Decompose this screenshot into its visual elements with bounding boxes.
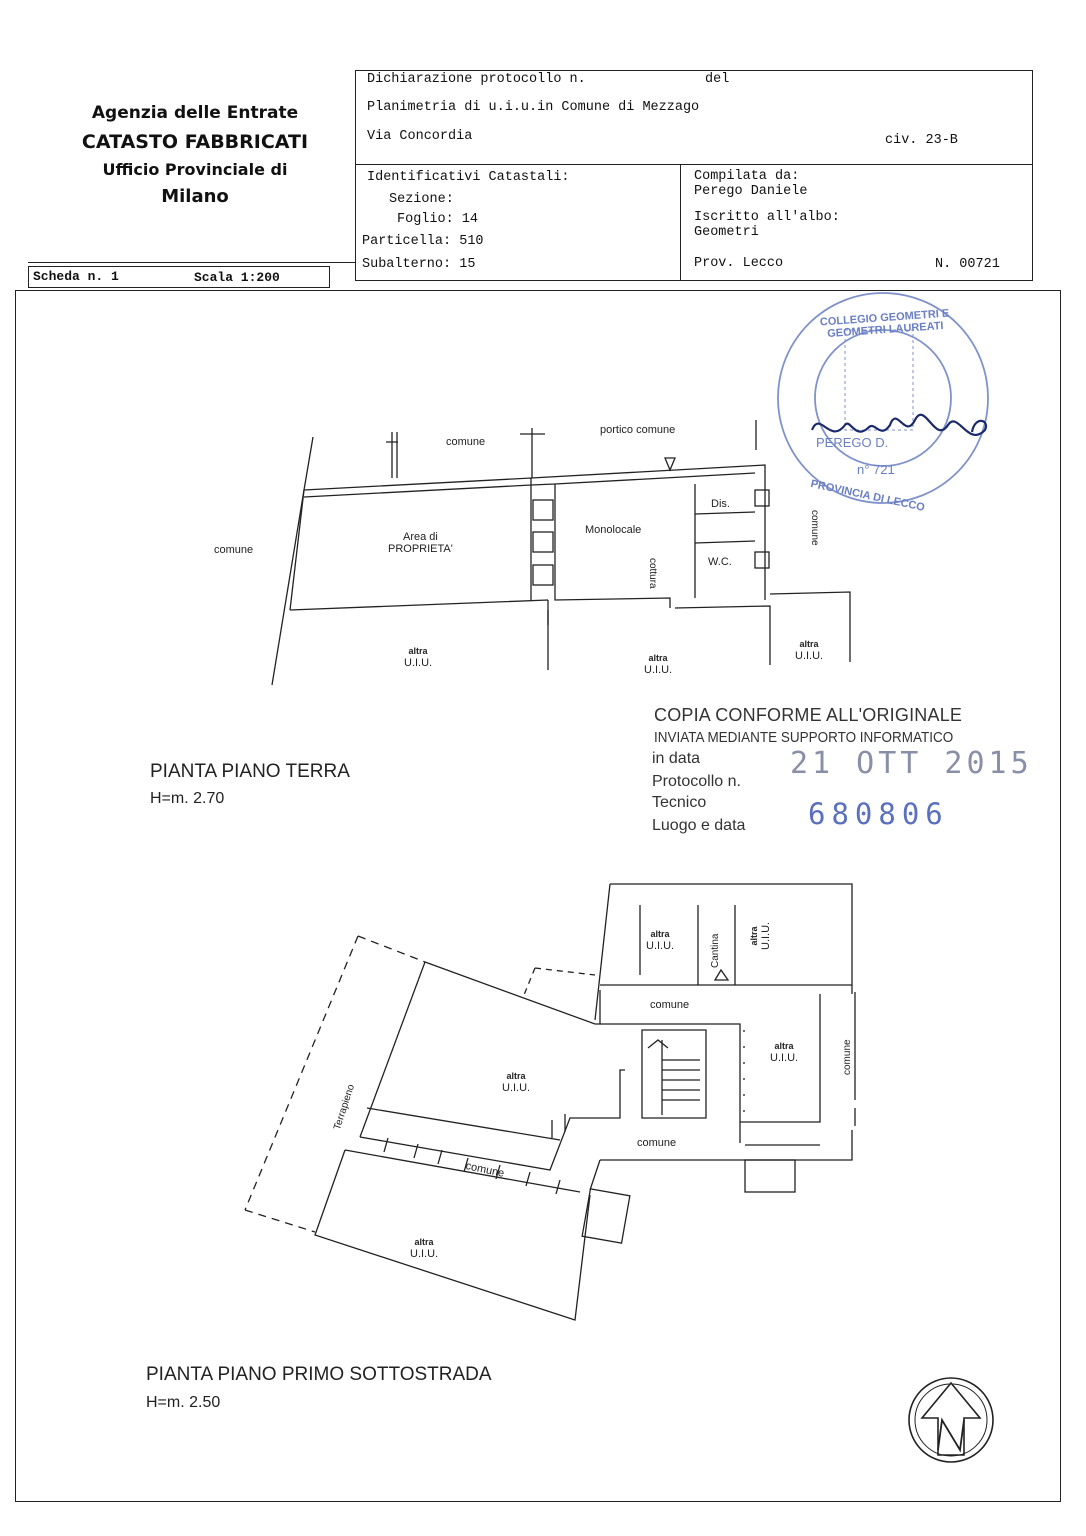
gf-altra-2 (644, 652, 672, 676)
province-value: Prov. Lecco (694, 256, 784, 271)
ground-floor-title: PIANTA PIANO TERRA (150, 761, 350, 782)
stamp-date: 21 OTT 2015 (790, 746, 1033, 781)
gf-comune-right: comune (809, 510, 820, 546)
seal-ring-text: COLLEGIO GEOMETRI E GEOMETRI LAUREATI (819, 307, 950, 341)
gf-area (388, 531, 453, 555)
bs-altra-a-word: altra (650, 929, 670, 939)
address-street: Via Concordia (367, 129, 473, 144)
gf-altra-1-word: altra (408, 646, 428, 656)
ground-floor-plan (272, 420, 850, 685)
bs-altra-d-word: altra (506, 1071, 526, 1081)
gf-portico: portico comune (600, 424, 676, 436)
scala-label: Scala 1:200 (194, 270, 280, 285)
address-civic: civ. 23-B (885, 133, 958, 148)
gf-altra-3-word: altra (799, 639, 819, 649)
subalterno-label: Subalterno: 15 (362, 257, 476, 272)
registration-number: N. 00721 (935, 257, 1000, 272)
bs-comune-side: comune (842, 1039, 853, 1075)
stamp-line2: INVIATA MEDIANTE SUPPORTO INFORMATICO (654, 730, 954, 746)
basement-title: PIANTA PIANO PRIMO SOTTOSTRADA (146, 1364, 492, 1385)
bs-comune-a: comune (650, 999, 690, 1011)
bs-uiu-d: U.I.U. (502, 1082, 531, 1094)
bs-uiu-c: U.I.U. (770, 1052, 799, 1064)
identificativi-label: Identificativi Catastali: (367, 170, 570, 185)
bs-comune-b: comune (637, 1137, 677, 1149)
ground-floor-height: H=m. 2.70 (150, 790, 225, 807)
bs-altra-c-word: altra (774, 1041, 794, 1051)
gf-uiu-2: U.I.U. (644, 664, 673, 676)
bs-uiu-b: U.I.U. (760, 921, 772, 950)
basement-height: H=m. 2.50 (146, 1394, 221, 1411)
planimetria-label: Planimetria di u.i.u.in Comune di Mezzago (367, 100, 700, 115)
gf-wc: W.C. (708, 556, 732, 568)
bs-altra-e-word: altra (414, 1237, 434, 1247)
stamp-line1: COPIA CONFORME ALL'ORIGINALE (654, 705, 963, 725)
foglio-label: Foglio: 14 (397, 212, 479, 227)
particella-label: Particella: 510 (362, 234, 484, 249)
gf-altra-3 (795, 638, 823, 662)
agency-department: CATASTO FABBRICATI (81, 131, 309, 153)
seal-number: n° 721 (857, 462, 895, 477)
signature (812, 415, 986, 435)
agency-name: Agenzia delle Entrate (91, 103, 299, 123)
scheda-label: Scheda n. 1 (33, 269, 119, 284)
gf-uiu-3: U.I.U. (795, 650, 824, 662)
gf-uiu-1: U.I.U. (404, 657, 433, 669)
gf-altra-1 (404, 645, 432, 669)
gf-cottura: cottura (647, 558, 658, 589)
north-arrow-icon (909, 1378, 993, 1462)
stamp-protocollo-number: 680806 (808, 797, 949, 831)
gf-altra-2-word: altra (648, 653, 668, 663)
stamp-tecnico: Tecnico (652, 794, 707, 811)
dichiarazione-label: Dichiarazione protocollo n. (367, 72, 586, 87)
albo-value: Geometri (694, 225, 759, 240)
gf-dis: Dis. (711, 498, 730, 510)
bs-terrapieno: Terrapieno (332, 1083, 358, 1132)
seal-province: PROVINCIA DI LECCO (809, 478, 926, 514)
seal-name: PEREGO D. (816, 435, 889, 450)
compilata-label: Compilata da: (694, 169, 800, 184)
gf-comune-top: comune (446, 436, 486, 448)
bs-altra-b-word: altra (749, 926, 759, 946)
agency-office: Ufficio Provinciale di (102, 160, 288, 179)
stamp-in-data: in data (652, 750, 701, 767)
gf-comune-left: comune (214, 544, 254, 556)
bs-altra-c (770, 1040, 798, 1064)
gf-monolocale: Monolocale (585, 524, 642, 536)
bs-altra-b (748, 922, 772, 950)
bs-altra-a (646, 928, 674, 952)
compilatore-name: Perego Daniele (694, 184, 808, 199)
bs-comune-diag: comune (464, 1160, 506, 1180)
bs-altra-e (410, 1236, 438, 1260)
del-label: del (705, 72, 730, 87)
gf-area-line1: Area di (403, 531, 438, 543)
sezione-label: Sezione: (389, 192, 454, 207)
bs-cantina: Cantina (710, 933, 721, 968)
bs-uiu-a: U.I.U. (646, 940, 675, 952)
stamp-luogo: Luogo e data (652, 817, 746, 834)
stamp-protocollo: Protocollo n. (652, 773, 741, 790)
bs-uiu-e: U.I.U. (410, 1248, 439, 1260)
agency-city: Milano (161, 186, 229, 207)
iscritto-label: Iscritto all'albo: (694, 210, 840, 225)
gf-area-line2: PROPRIETA' (388, 543, 453, 555)
bs-altra-d (502, 1070, 530, 1094)
